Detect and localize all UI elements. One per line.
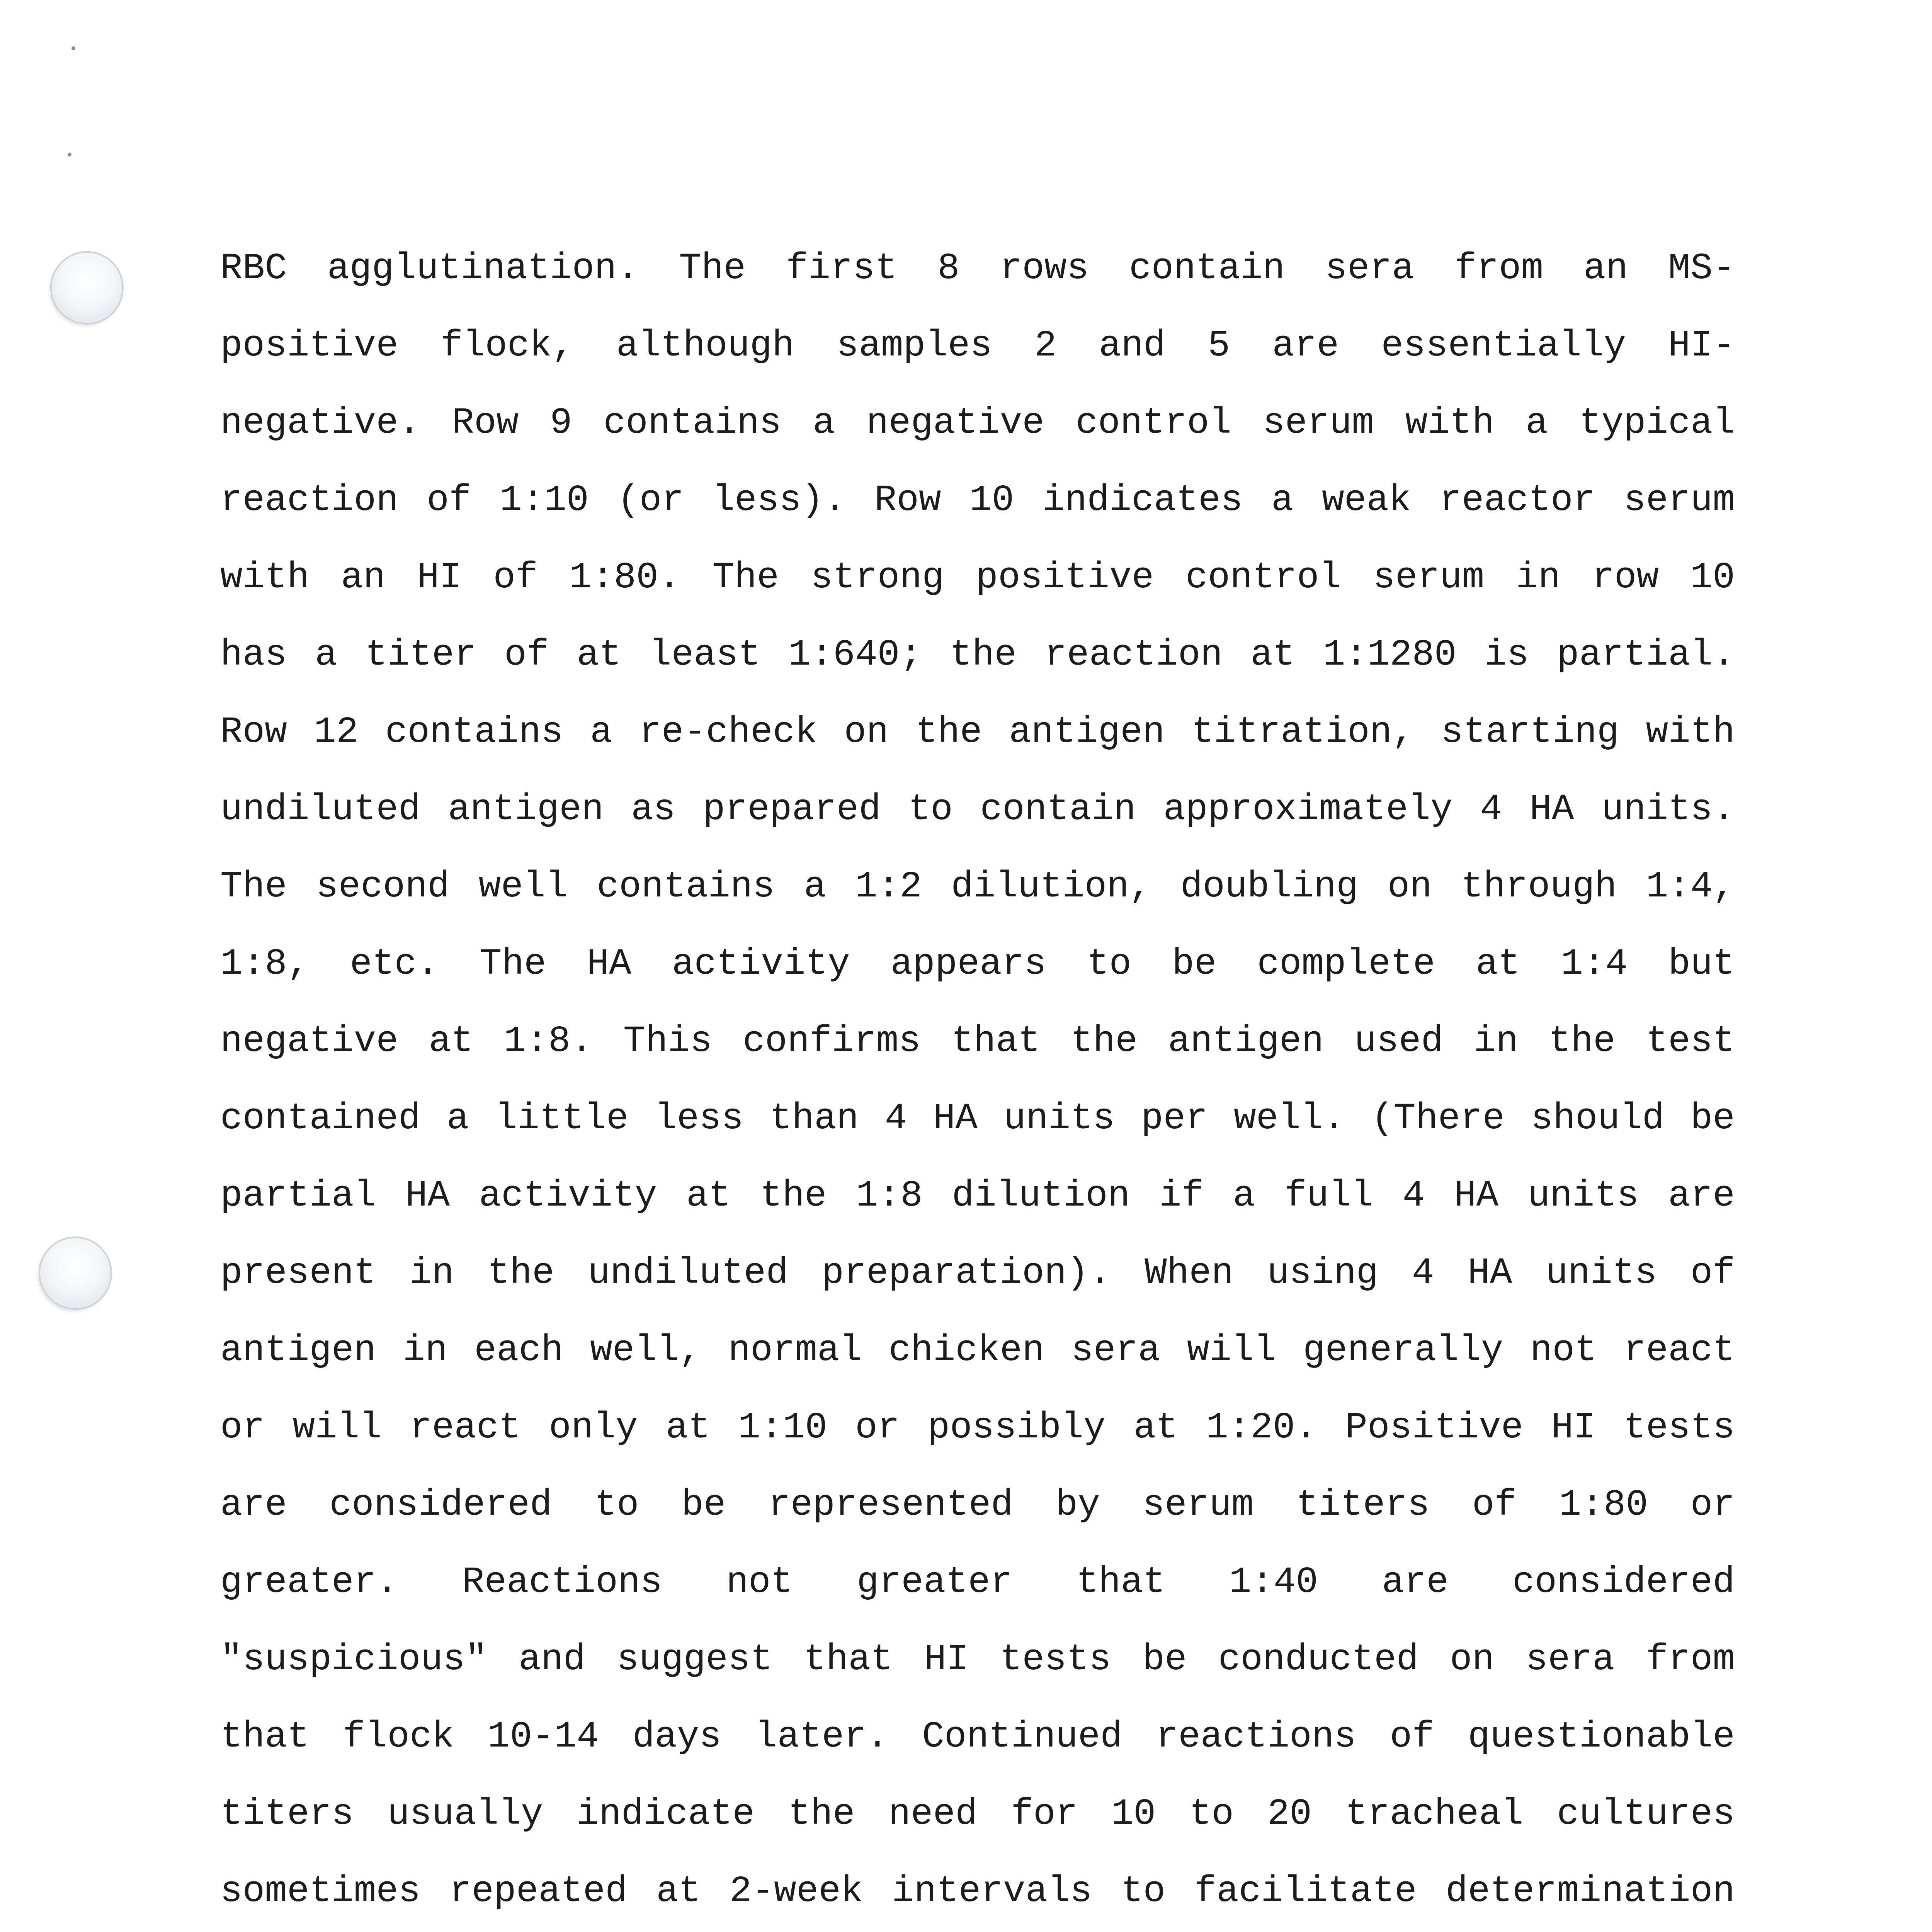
body-line: that flock 10-14 days later. Continued reactions of questionable [220,1716,1735,1758]
body-line: RBC agglutination. The first 8 rows contain sera from an MS- [220,247,1735,289]
body-line: present in the undiluted preparation). When using 4 HA units of [220,1252,1735,1294]
body-line: titers usually indicate the need for 10 to 20 tracheal cultures [220,1793,1735,1835]
body-line: negative at 1:8. This confirms that the antigen used in the test [220,1020,1735,1062]
body-line: undiluted antigen as prepared to contain approximately 4 HA units. [220,788,1735,830]
body-line: has a titer of at least 1:640; the reaction at 1:1280 is partial. [220,634,1735,676]
body-line: Row 12 contains a re-check on the antigen titration, starting with [220,711,1735,753]
body-line: contained a little less than 4 HA units per well. (There should be [220,1097,1735,1139]
body-line: The second well contains a 1:2 dilution, doubling on through 1:4, [220,866,1735,908]
body-line: or will react only at 1:10 or possibly at 1:20. Positive HI tests [220,1406,1735,1449]
body-line: antigen in each well, normal chicken sera will generally not react [220,1329,1735,1371]
body-line: greater. Reactions not greater that 1:40 are considered [220,1561,1735,1603]
body-line: 1:8, etc. The HA activity appears to be complete at 1:4 but [220,943,1735,985]
body-line: negative. Row 9 contains a negative control serum with a typical [220,402,1735,444]
body-line: "suspicious" and suggest that HI tests be conducted on sera from [220,1638,1735,1680]
body-line: are considered to be represented by serum titers of 1:80 or [220,1484,1735,1526]
body-line: sometimes repeated at 2-week intervals to facilitate determination [220,1870,1735,1912]
scan-speck [71,46,75,50]
body-line: reaction of 1:10 (or less). Row 10 indicates a weak reactor serum [220,479,1735,521]
body-line: with an HI of 1:80. The strong positive control serum in row 10 [220,556,1735,599]
body-line: partial HA activity at the 1:8 dilution if a full 4 HA units are [220,1175,1735,1217]
document-body [220,247,1735,1932]
punch-hole-top [50,251,124,325]
punch-hole-middle [39,1236,112,1310]
scan-speck [68,153,71,156]
body-line: positive flock, although samples 2 and 5 are essentially HI- [220,325,1735,367]
